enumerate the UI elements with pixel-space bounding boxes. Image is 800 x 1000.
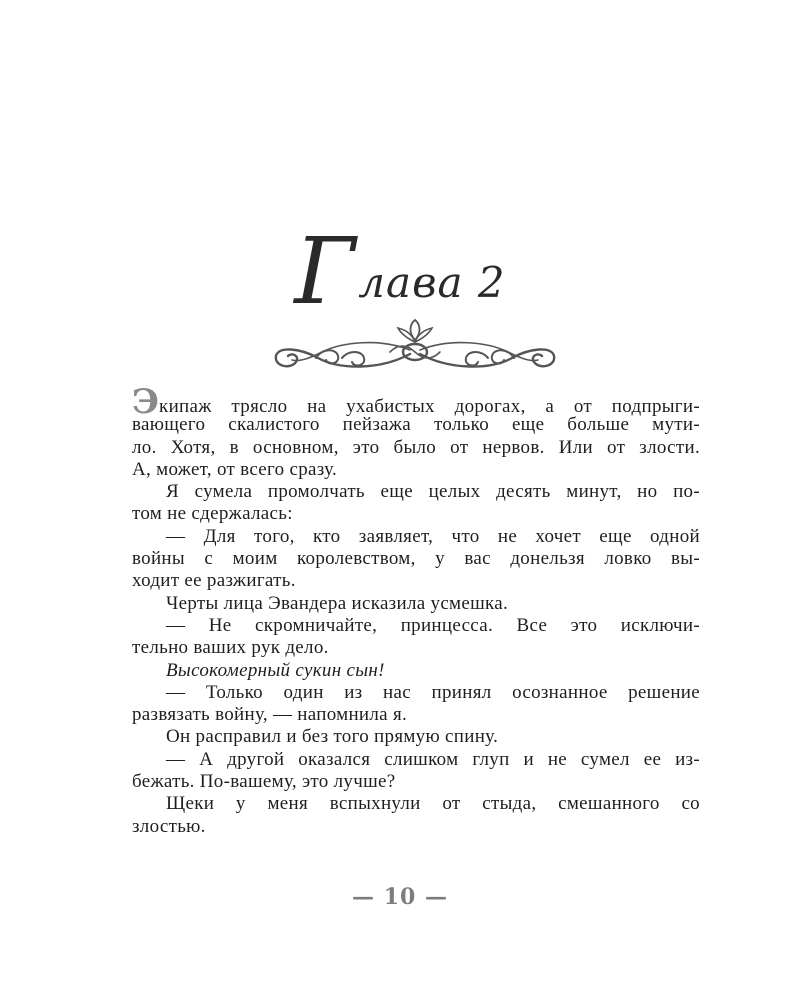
chapter-title [0, 218, 800, 325]
text-line: — Только один из нас принял осознанное решение [166, 681, 700, 703]
drop-cap: Э [132, 382, 160, 422]
text-line: тельно ваших рук дело. [132, 637, 329, 659]
text-line: Я сумела промолчать еще целых десять минут, но по- [166, 481, 700, 503]
text-line: Он расправил и без того прямую спину. [166, 726, 499, 748]
text-line: бежать. По-вашему, это лучше? [132, 771, 396, 793]
text-line: Черты лица Эвандера исказила усмешка. [166, 592, 509, 614]
text-line: ходит ее разжигать. [132, 570, 296, 592]
page-number: — 10 — [352, 884, 448, 910]
text-line: Экипаж трясло на ухабистых дорогах, а от подпрыги- [132, 382, 700, 422]
text-line: — Не скромничайте, принцесса. Все это исключи- [166, 614, 700, 636]
text-line: ло. Хотя, в основном, это было от нервов. Или от злости. [132, 436, 700, 458]
text-line: злостью. [132, 815, 206, 837]
text-line: том не сдержалась: [132, 503, 293, 525]
text-line: вающего скалистого пейзажа только еще больше мути- [132, 414, 700, 436]
text-line: Щеки у меня вспыхнули от стыда, смешанного со [166, 793, 700, 815]
text-line: А, может, от всего сразу. [132, 458, 338, 480]
text-line: — Для того, кто заявляет, что не хочет еще одной [166, 525, 700, 547]
chapter-title-rest: лава 2 [358, 258, 506, 307]
text-line: Высокомерный сукин сын! [166, 659, 385, 681]
flourish-divider-icon [270, 318, 560, 380]
text-line: развязать войну, — напомнила я. [132, 704, 408, 726]
text-line: войны с моим королевством, у вас донельзя ловко вы- [132, 548, 700, 570]
body-text [132, 382, 700, 838]
text-line: — А другой оказался слишком глуп и не сумел ее из- [166, 748, 700, 770]
chapter-title-capital: Г [294, 218, 357, 325]
